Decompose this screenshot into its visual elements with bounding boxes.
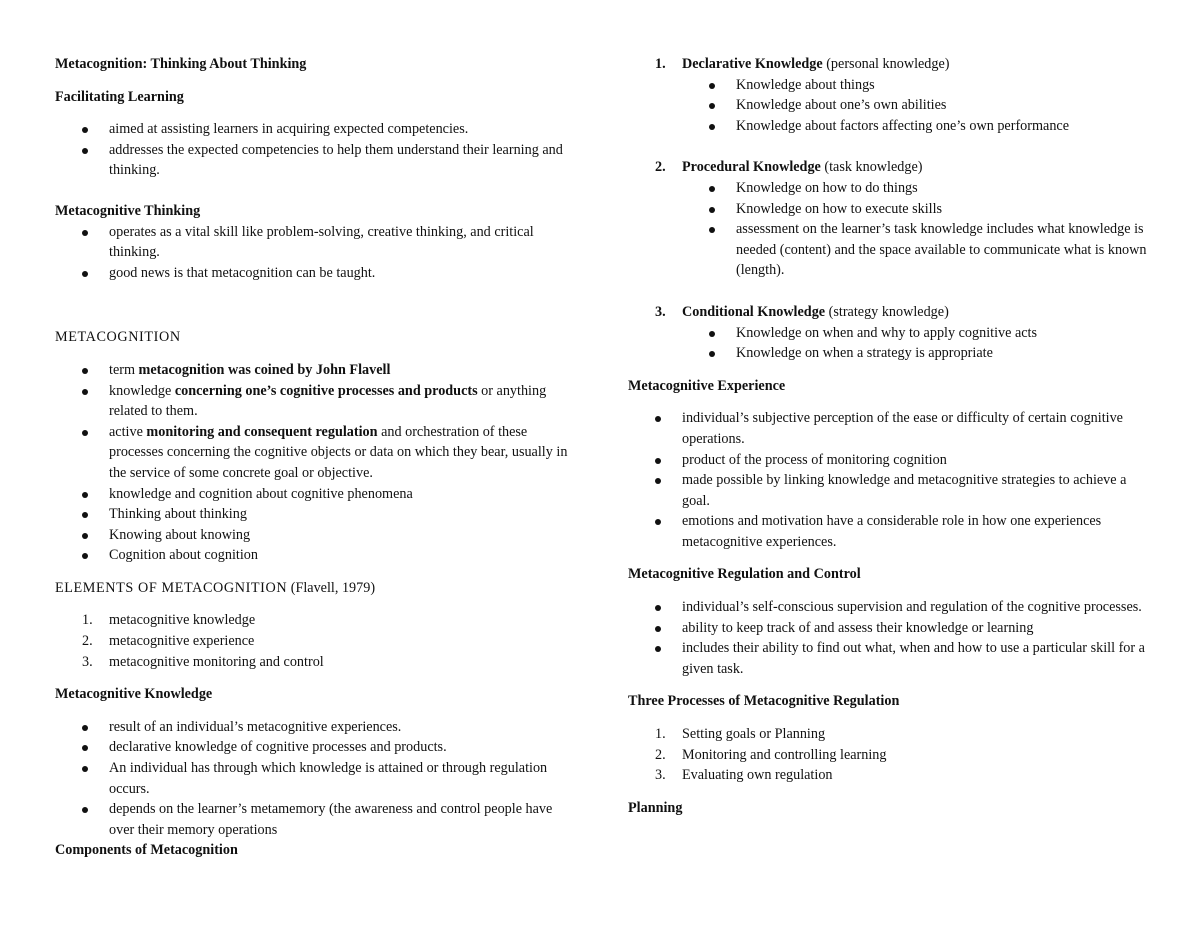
list-item: declarative knowledge of cognitive processes and products.	[55, 737, 575, 758]
list-item: active monitoring and consequent regulation and orchestration of these processes concerning the cognitive objects or data on which they bear, usually in the service of some concrete goal or objective.	[55, 422, 575, 484]
declarative-knowledge-section	[628, 54, 1148, 136]
left-column	[55, 54, 575, 861]
metacognitive-knowledge-heading: Metacognitive Knowledge	[55, 686, 213, 703]
list-item: Thinking about thinking	[55, 504, 575, 525]
list-item: assessment on the learner’s task knowledge includes what knowledge is needed (content) and the space available to communicate what is known (length).	[628, 219, 1148, 281]
elements-heading: ELEMENTS OF METACOGNITION (Flavell, 1979)	[55, 579, 376, 596]
list-item: good news is that metacognition can be taught.	[55, 263, 575, 284]
list-item: knowledge and cognition about cognitive phenomena	[55, 484, 575, 505]
list-item: Knowing about knowing	[55, 525, 575, 546]
list-item: emotions and motivation have a considerable role in how one experiences metacognitive experiences.	[628, 511, 1148, 552]
list-item: 3. metacognitive monitoring and control	[82, 653, 324, 670]
regulation-control-heading: Metacognitive Regulation and Control	[628, 566, 861, 583]
list-item: ability to keep track of and assess their knowledge or learning	[628, 618, 1148, 639]
list-item: product of the process of monitoring cognition	[628, 450, 1148, 471]
conditional-knowledge-section	[628, 302, 1148, 364]
list-item: depends on the learner’s metamemory (the awareness and control people have over their memory operations	[55, 799, 575, 840]
list-item: Knowledge about things	[628, 75, 1148, 96]
list-item: knowledge concerning one’s cognitive processes and products or anything related to them.	[55, 381, 575, 422]
list-item: Knowledge about one’s own abilities	[628, 95, 1148, 116]
list-item: Knowledge on when a strategy is appropriate	[628, 343, 1148, 364]
list-item: 2. Monitoring and controlling learning	[655, 746, 887, 763]
list-item: individual’s self-conscious supervision and regulation of the cognitive processes.	[628, 597, 1148, 618]
elements-list	[55, 610, 575, 672]
list-item: 1. metacognitive knowledge	[82, 612, 256, 629]
procedural-knowledge-title: 2. Procedural Knowledge (task knowledge)	[655, 159, 923, 176]
list-item: 3. Evaluating own regulation	[655, 767, 833, 784]
regulation-control-list	[628, 597, 1148, 679]
list-item: Knowledge on when and why to apply cognitive acts	[628, 323, 1148, 344]
list-item: result of an individual’s metacognitive experiences.	[55, 717, 575, 738]
list-item: individual’s subjective perception of the ease or difficulty of certain cognitive operations.	[628, 408, 1148, 449]
metacognitive-thinking-list	[55, 222, 575, 284]
list-item: Knowledge about factors affecting one’s own performance	[628, 116, 1148, 137]
list-item: aimed at assisting learners in acquiring expected competencies.	[55, 119, 575, 140]
list-item: An individual has through which knowledge is attained or through regulation occurs.	[55, 758, 575, 799]
list-item: 1. Setting goals or Planning	[655, 726, 826, 743]
page-title: Metacognition: Thinking About Thinking	[55, 56, 307, 72]
facilitating-learning-heading: Facilitating Learning	[55, 88, 184, 105]
metacognition-heading: METACOGNITION	[55, 329, 181, 346]
list-item: term metacognition was coined by John Flavell	[55, 360, 575, 381]
list-item: Knowledge on how to do things	[628, 178, 1148, 199]
declarative-knowledge-title: 1. Declarative Knowledge (personal knowledge)	[655, 56, 950, 72]
list-item: Knowledge on how to execute skills	[628, 199, 1148, 220]
list-item: includes their ability to find out what, when and how to use a particular skill for a given task.	[628, 638, 1148, 679]
planning-heading: Planning	[628, 799, 683, 816]
metacognitive-experience-list	[628, 408, 1148, 552]
list-item: made possible by linking knowledge and metacognitive strategies to achieve a goal.	[628, 470, 1148, 511]
right-column	[628, 54, 1148, 818]
list-item: 2. metacognitive experience	[82, 633, 255, 650]
metacognition-list	[55, 360, 575, 566]
conditional-knowledge-title: 3. Conditional Knowledge (strategy knowledge)	[655, 303, 949, 320]
procedural-knowledge-section	[628, 157, 1148, 281]
metacognitive-knowledge-list	[55, 717, 575, 841]
three-processes-heading: Three Processes of Metacognitive Regulation	[628, 693, 900, 710]
facilitating-learning-list	[55, 119, 575, 181]
metacognitive-thinking-heading: Metacognitive Thinking	[55, 202, 201, 219]
three-processes-list	[628, 724, 1148, 786]
list-item: operates as a vital skill like problem-solving, creative thinking, and critical thinking.	[55, 222, 575, 263]
components-heading: Components of Metacognition	[55, 842, 238, 859]
list-item: Cognition about cognition	[55, 545, 575, 566]
list-item: addresses the expected competencies to help them understand their learning and thinking.	[55, 140, 575, 181]
metacognitive-experience-heading: Metacognitive Experience	[628, 377, 786, 394]
